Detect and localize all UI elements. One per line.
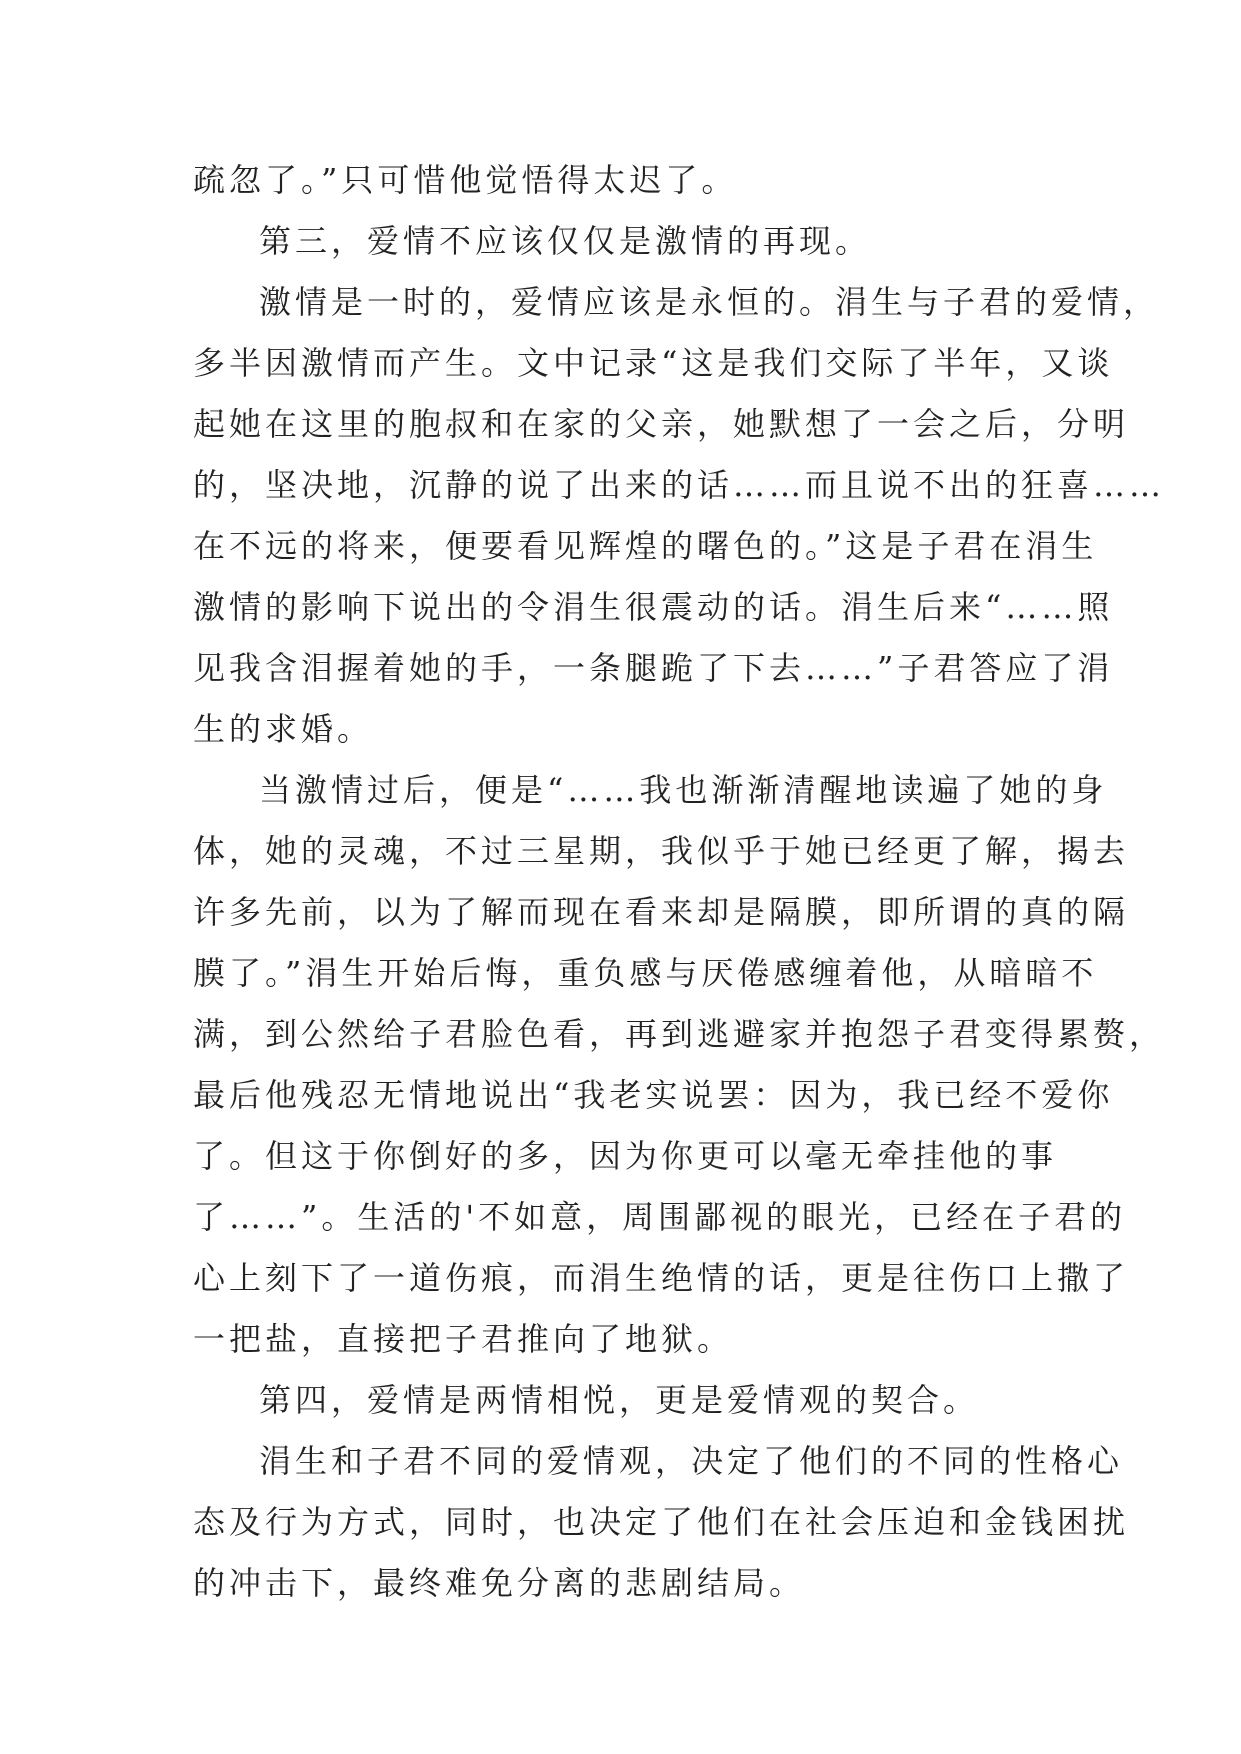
text-line: 在不远的将来，便要看见辉煌的曙色的。”这是子君在涓生 [193, 527, 1098, 565]
section-heading-4: 第四，爱情是两情相悦，更是爱情观的契合。 [259, 1381, 980, 1419]
section-heading-3: 第三，爱情不应该仅仅是激情的再现。 [259, 222, 872, 260]
text-line: 多半因激情而产生。文中记录“这是我们交际了半年，又谈 [193, 344, 1114, 382]
text-line: 疏忽了。”只可惜他觉悟得太迟了。 [193, 161, 738, 199]
text-line: 激情是一时的，爱情应该是永恒的。涓生与子君的爱情， [259, 283, 1160, 321]
text-line: 满，到公然给子君脸色看，再到逃避家并抱怨子君变得累赘， [193, 1015, 1166, 1053]
document-body [193, 150, 1166, 1614]
text-line: 了……”。生活的'不如意，周围鄙视的眼光，已经在子君的 [193, 1198, 1127, 1236]
text-line: 涓生和子君不同的爱情观，决定了他们的不同的性格心 [259, 1442, 1124, 1480]
text-line: 许多先前，以为了解而现在看来却是隔膜，即所谓的真的隔 [193, 893, 1130, 931]
text-line: 了。但这于你倒好的多，因为你更可以毫无牵挂他的事 [193, 1137, 1058, 1175]
text-line: 激情的影响下说出的令涓生很震动的话。涓生后来“……照 [193, 588, 1114, 626]
text-line: 见我含泪握着她的手，一条腿跪了下去……”子君答应了涓 [193, 649, 1114, 687]
text-line: 心上刻下了一道伤痕，而涓生绝情的话，更是往伤口上撒了 [193, 1259, 1130, 1297]
text-line: 的冲击下，最终难免分离的悲剧结局。 [193, 1564, 806, 1602]
text-line: 的，坚决地，沉静的说了出来的话……而且说不出的狂喜…… [193, 466, 1166, 504]
text-line: 起她在这里的胞叔和在家的父亲，她默想了一会之后，分明 [193, 405, 1130, 443]
text-line: 当激情过后，便是“……我也渐渐清醒地读遍了她的身 [259, 771, 1108, 809]
text-line: 膜了。”涓生开始后悔，重负感与厌倦感缠着他，从暗暗不 [193, 954, 1098, 992]
text-line: 一把盐，直接把子君推向了地狱。 [193, 1320, 734, 1358]
text-line: 最后他残忍无情地说出“我老实说罢：因为，我已经不爱你 [193, 1076, 1114, 1114]
text-line: 态及行为方式，同时，也决定了他们在社会压迫和金钱困扰 [193, 1503, 1130, 1541]
text-line: 体，她的灵魂，不过三星期，我似乎于她已经更了解，揭去 [193, 832, 1130, 870]
text-line: 生的求婚。 [193, 710, 374, 748]
